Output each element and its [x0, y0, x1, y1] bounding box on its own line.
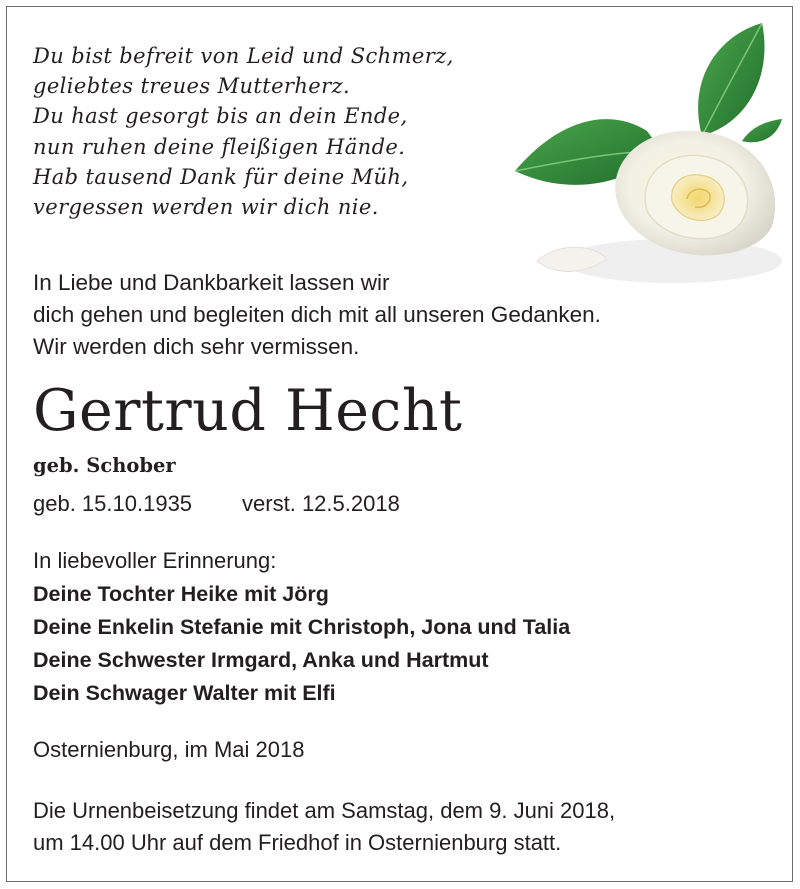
- intro-line: In Liebe und Dankbarkeit lassen wir: [33, 270, 390, 295]
- poem-line: geliebtes treues Mutterherz.: [33, 74, 351, 99]
- maiden-name: geb. Schober: [33, 454, 176, 477]
- poem-line: Du hast gesorgt bis an dein Ende,: [33, 104, 408, 129]
- poem-line: Hab tausend Dank für deine Müh,: [33, 164, 409, 189]
- mourner: Deine Enkelin Stefanie mit Christoph, Jona und Talia: [33, 615, 571, 639]
- life-dates: [33, 491, 400, 517]
- birth-date: geb. 15.10.1935: [33, 491, 193, 516]
- poem-line: nun ruhen deine fleißigen Hände.: [33, 134, 406, 159]
- mourner: Deine Tochter Heike mit Jörg: [33, 582, 329, 606]
- intro-text: [33, 267, 601, 363]
- mourner: Dein Schwager Walter mit Elfi: [33, 681, 336, 705]
- memory-label: In liebevoller Erinnerung:: [33, 548, 277, 573]
- white-rose-icon: [497, 11, 787, 301]
- burial-line: Die Urnenbeisetzung findet am Samstag, dem 9. Juni 2018,: [33, 798, 616, 823]
- obituary-card: [6, 6, 793, 882]
- mourners-list: [33, 578, 570, 710]
- place-date: Osternienburg, im Mai 2018: [33, 737, 305, 762]
- poem-line: vergessen werden wir dich nie.: [33, 195, 379, 220]
- burial-notice: [33, 795, 615, 859]
- poem: [33, 41, 454, 222]
- intro-line: dich gehen und begleiten dich mit all unseren Gedanken.: [33, 302, 601, 327]
- deceased-name: Gertrud Hecht: [33, 378, 463, 444]
- burial-line: um 14.00 Uhr auf dem Friedhof in Osternienburg statt.: [33, 830, 562, 855]
- poem-line: Du bist befreit von Leid und Schmerz,: [33, 44, 454, 68]
- mourner: Deine Schwester Irmgard, Anka und Hartmut: [33, 648, 489, 672]
- intro-line: Wir werden dich sehr vermissen.: [33, 334, 360, 359]
- death-date: verst. 12.5.2018: [242, 491, 400, 516]
